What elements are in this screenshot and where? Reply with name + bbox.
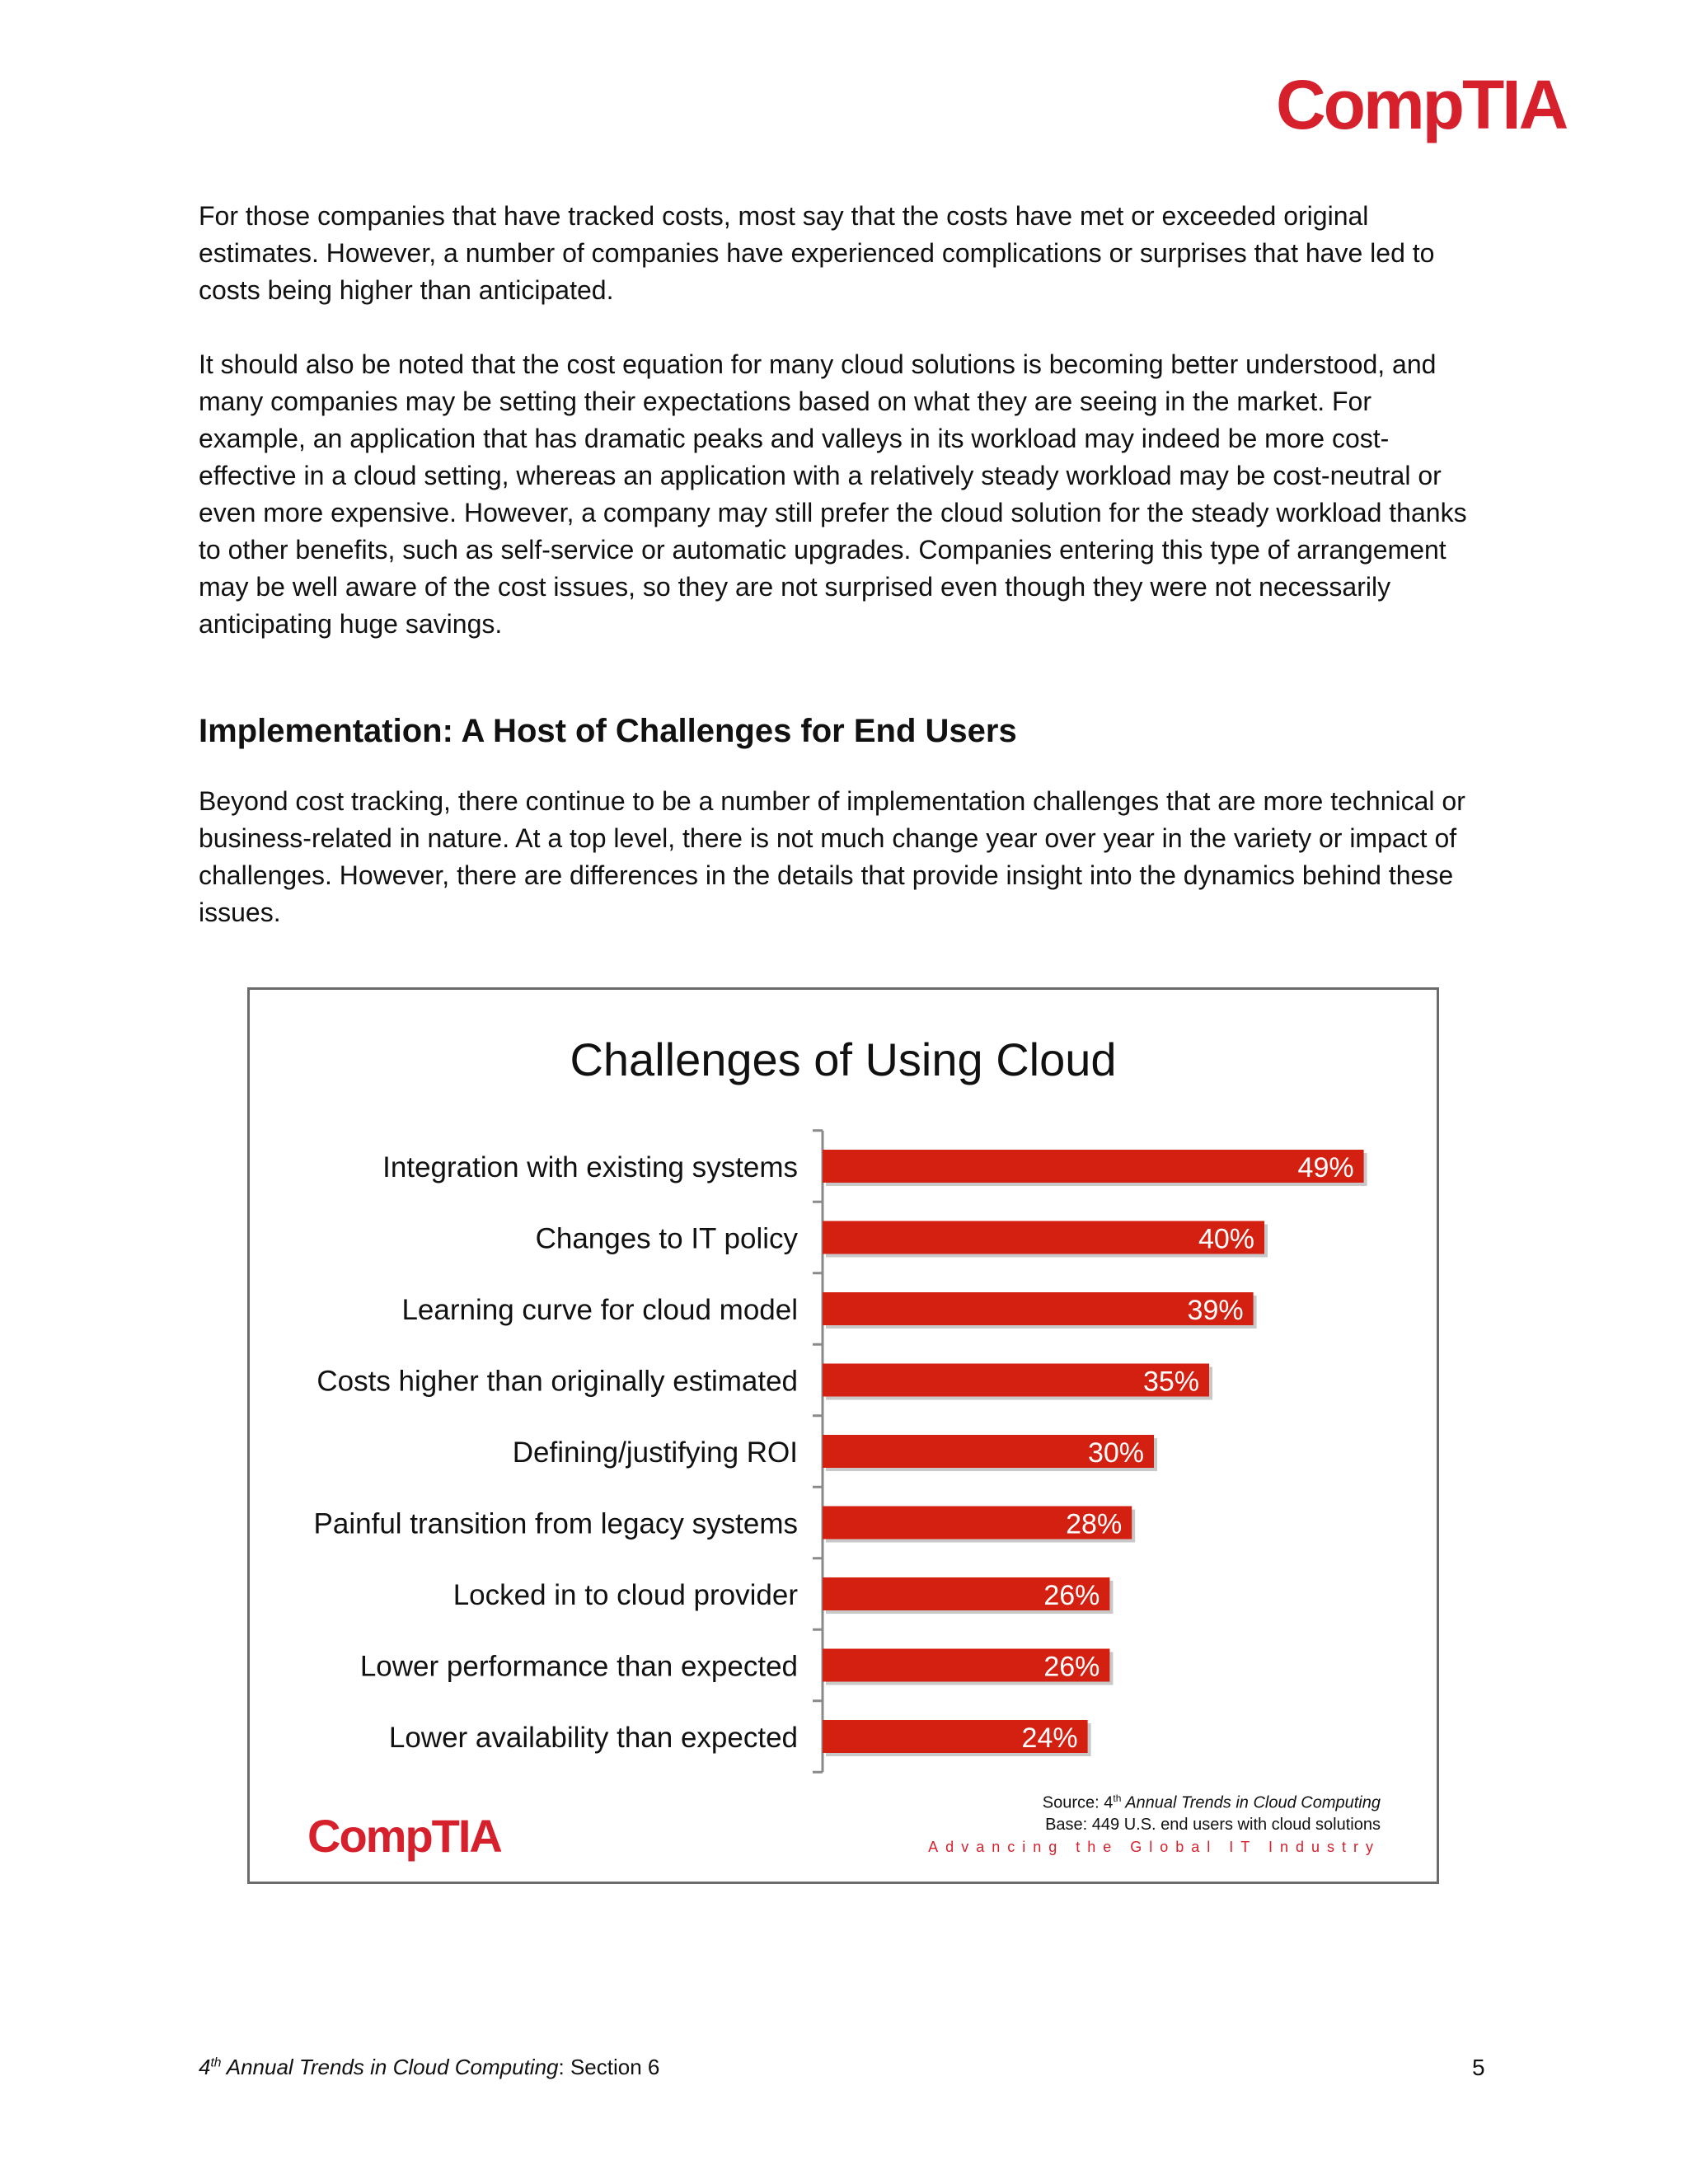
category-label: Lower performance than expected (359, 1650, 798, 1683)
section-heading: Implementation: A Host of Challenges for End Users (199, 713, 1017, 749)
chart-title: Challenges of Using Cloud (570, 1033, 1117, 1085)
footer-report-title: Annual Trends in Cloud Computing (221, 2055, 559, 2079)
data-label: 30% (1087, 1437, 1144, 1469)
category-label: Lower availability than expected (388, 1722, 798, 1754)
comptia-logo (1276, 79, 1606, 162)
paragraph-cost-tracking: For those companies that have tracked costs, most say that the costs have met or exceeded original estimates. However, a number of companies have experienced complications or surprises that have led to costs being higher than anticipated. (199, 201, 1435, 305)
chart-tagline: Advancing the Global IT Industry (928, 1839, 1381, 1855)
page-number: 5 (1472, 2055, 1485, 2080)
source-line-1 (1043, 1788, 1381, 1814)
data-label: 35% (1142, 1366, 1199, 1398)
category-label: Defining/justifying ROI (512, 1436, 798, 1469)
chart-comptia-logo (307, 1807, 522, 1869)
bar (823, 1150, 1364, 1183)
chart-panel (247, 987, 1439, 1884)
category-label: Changes to IT policy (535, 1222, 798, 1255)
comptia-logo-text: CompTIA (1276, 79, 1567, 143)
data-label: 49% (1297, 1152, 1354, 1183)
category-label: Learning curve for cloud model (401, 1294, 798, 1326)
source-title: Annual Trends in Cloud Computing (1121, 1793, 1381, 1812)
category-label: Costs higher than originally estimated (316, 1365, 798, 1398)
source-line-2: Base: 449 U.S. end users with cloud solutions (1045, 1815, 1381, 1834)
data-label: 26% (1043, 1651, 1100, 1683)
footer-prefix: 4 (199, 2055, 211, 2079)
footer-section: : Section 6 (558, 2055, 660, 2079)
comptia-logo-mark (1276, 79, 1606, 162)
category-label: Integration with existing systems (382, 1151, 798, 1183)
paragraph-implementation: Beyond cost tracking, there continue to be a number of implementation challenges that are more technical or business-related in nature. At a top level, there is not much change year over year in the variety or impact of challenges. However, there are differences in the details that provide insight into the dynamics behind these issues. (199, 786, 1465, 927)
data-label: 24% (1021, 1722, 1078, 1754)
main-content (199, 198, 1484, 968)
data-label: 39% (1187, 1295, 1244, 1326)
data-label: 28% (1066, 1508, 1123, 1540)
source-sup: th (1113, 1793, 1122, 1804)
category-label: Painful transition from legacy systems (313, 1507, 798, 1540)
paragraph-cost-equation: It should also be noted that the cost equation for many cloud solutions is becoming better understood, and many companies may be setting their expectations based on what they are seeing in the market. For example, an application that has dramatic peaks and valleys in its workload may indeed be more cost-effective in a cloud setting, whereas an application with a relatively steady workload may be cost-neutral or even more expensive. However, a company may still prefer the cloud solution for the steady workload thanks to other benefits, such as self-service or automatic upgrades. Companies entering this type of arrangement may be well aware of the cost issues, so they are not surprised even though they were not necessarily anticipating huge savings. (199, 349, 1467, 639)
bar-chart (250, 990, 1437, 1882)
data-label: 40% (1198, 1223, 1254, 1255)
footer-sup: th (210, 2055, 222, 2070)
chart-source (1043, 1788, 1381, 1835)
source-prefix: Source: 4 (1042, 1793, 1114, 1812)
chart-comptia-logo-mark (307, 1807, 522, 1865)
data-label: 26% (1043, 1580, 1100, 1611)
chart-logo-text: CompTIA (307, 1810, 501, 1862)
footer-title (199, 2055, 659, 2080)
category-label: Locked in to cloud provider (452, 1579, 798, 1611)
